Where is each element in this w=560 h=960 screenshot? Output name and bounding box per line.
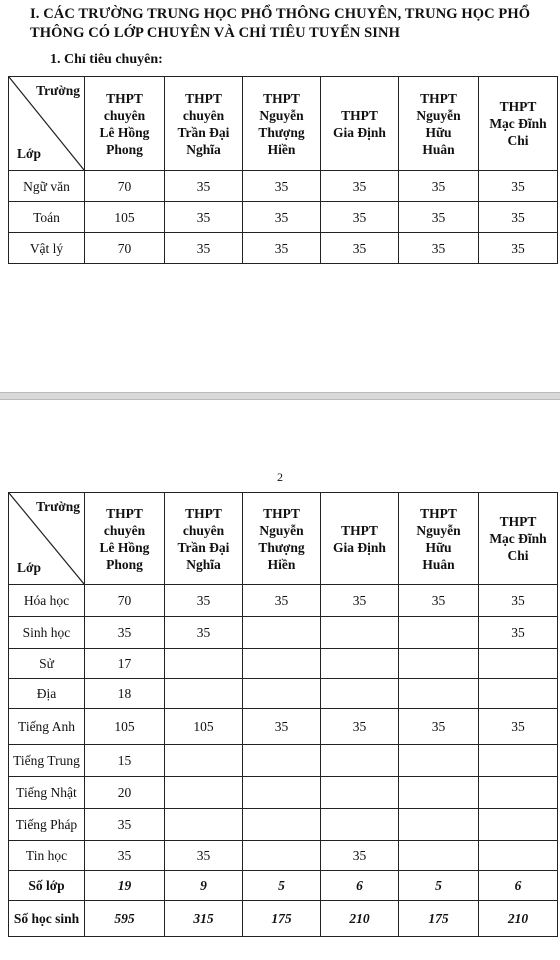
corner-label-school: Trường — [36, 83, 80, 98]
quota-value-cell: 6 — [479, 871, 558, 901]
school-name-line: THPT — [341, 522, 378, 538]
header-row — [9, 493, 558, 585]
quota-value-cell — [243, 777, 321, 809]
school-name-line: THPT — [341, 107, 378, 123]
quota-value-cell: 70 — [85, 171, 165, 202]
quota-value-cell: 35 — [479, 617, 558, 649]
quota-value-cell: 35 — [165, 171, 243, 202]
quota-value-cell — [165, 745, 243, 777]
subject-label-cell: Tin học — [9, 841, 85, 871]
quota-value-cell: 35 — [321, 841, 399, 871]
quota-value-cell — [321, 679, 399, 709]
quota-value-cell: 20 — [85, 777, 165, 809]
quota-value-cell: 105 — [165, 709, 243, 745]
quota-value-cell: 35 — [85, 809, 165, 841]
quota-value-cell — [479, 679, 558, 709]
quota-value-cell — [399, 679, 479, 709]
quota-value-cell: 35 — [165, 233, 243, 264]
quota-value-cell: 35 — [399, 202, 479, 233]
quota-value-cell — [479, 841, 558, 871]
quota-value-cell — [479, 777, 558, 809]
table-row — [9, 649, 558, 679]
school-header-cell — [399, 77, 479, 171]
subject-label-cell: Hóa học — [9, 585, 85, 617]
quota-value-cell — [399, 649, 479, 679]
school-name-line: Huân — [422, 141, 455, 157]
school-name-line: THPT — [185, 90, 222, 106]
document-page-2 — [0, 400, 560, 960]
school-name-line: Trần Đại — [177, 539, 230, 555]
quota-value-cell: 35 — [399, 585, 479, 617]
document-page-1 — [0, 0, 560, 392]
table-row — [9, 171, 558, 202]
table-row — [9, 233, 558, 264]
quota-value-cell: 35 — [399, 233, 479, 264]
school-name-line: THPT — [499, 99, 537, 114]
quota-value-cell: 35 — [243, 202, 321, 233]
table-row — [9, 585, 558, 617]
quota-value-cell: 6 — [321, 871, 399, 901]
school-name-line: Hữu — [425, 124, 452, 140]
school-header-cell — [479, 77, 558, 171]
school-name-line: Mạc Đĩnh — [489, 531, 547, 546]
quota-value-cell: 35 — [321, 171, 399, 202]
school-name-line: THPT — [420, 90, 457, 106]
quota-value-cell: 105 — [85, 709, 165, 745]
subject-label-cell: Địa — [9, 679, 85, 709]
school-name-line: THPT — [106, 90, 143, 106]
quota-value-cell: 35 — [479, 171, 558, 202]
quota-value-cell: 35 — [85, 841, 165, 871]
school-header-cell — [399, 493, 479, 585]
school-name-line: Nguyễn — [416, 107, 461, 123]
corner-label-class: Lớp — [17, 560, 41, 575]
section-heading: I. CÁC TRƯỜNG TRUNG HỌC PHỔ THÔNG CHUYÊN, TRUNG HỌC PHỔ THÔNG CÓ LỚP CHUYÊN VÀ CHỈ TIÊU TUYỂN SINH — [30, 6, 531, 41]
quota-value-cell: 315 — [165, 901, 243, 937]
quota-value-cell: 9 — [165, 871, 243, 901]
school-name-line: chuyên — [103, 522, 146, 538]
table-row — [9, 617, 558, 649]
quota-value-cell — [321, 777, 399, 809]
school-header-cell — [479, 493, 558, 585]
quota-value-cell: 70 — [85, 233, 165, 264]
quota-value-cell — [479, 649, 558, 679]
summary-row — [9, 901, 558, 937]
quota-value-cell — [479, 745, 558, 777]
school-name-line: Phong — [106, 556, 143, 572]
quota-value-cell: 35 — [399, 171, 479, 202]
quota-value-cell: 35 — [243, 709, 321, 745]
quota-value-cell — [479, 809, 558, 841]
subject-label-cell: Số học sinh — [9, 901, 85, 937]
quota-value-cell — [321, 649, 399, 679]
quota-value-cell: 35 — [321, 233, 399, 264]
corner-header-cell — [9, 493, 85, 585]
quota-value-cell: 35 — [243, 171, 321, 202]
corner-label-class: Lớp — [17, 146, 41, 161]
quota-value-cell — [399, 777, 479, 809]
school-name-line: Hữu — [425, 539, 452, 555]
school-name-line: chuyên — [103, 107, 146, 123]
quota-value-cell: 35 — [479, 709, 558, 745]
school-name-line: Nghĩa — [186, 556, 221, 572]
school-name-line: THPT — [263, 90, 300, 106]
quota-value-cell: 595 — [85, 901, 165, 937]
school-name-line: Chi — [507, 548, 529, 563]
subject-label-cell: Vật lý — [9, 233, 85, 264]
quota-value-cell — [243, 649, 321, 679]
quota-value-cell — [165, 649, 243, 679]
quota-value-cell: 35 — [321, 585, 399, 617]
quota-value-cell: 5 — [243, 871, 321, 901]
quota-value-cell: 35 — [321, 202, 399, 233]
quota-value-cell — [399, 745, 479, 777]
quota-value-cell — [321, 617, 399, 649]
quota-value-cell: 17 — [85, 649, 165, 679]
quota-value-cell: 35 — [479, 202, 558, 233]
page-break — [0, 392, 560, 400]
quota-value-cell: 35 — [165, 585, 243, 617]
school-name-line: Nguyễn — [416, 522, 461, 538]
school-name-line: THPT — [499, 514, 537, 529]
quota-value-cell: 35 — [165, 617, 243, 649]
quota-value-cell — [321, 745, 399, 777]
quota-value-cell — [321, 809, 399, 841]
corner-header-cell — [9, 77, 85, 171]
subject-label-cell: Ngữ văn — [9, 171, 85, 202]
subject-label-cell: Sử — [9, 649, 85, 679]
quota-value-cell — [243, 809, 321, 841]
table-row — [9, 777, 558, 809]
school-name-line: Lê Hồng — [99, 539, 150, 555]
quota-value-cell: 35 — [479, 233, 558, 264]
quota-value-cell: 175 — [399, 901, 479, 937]
table-row — [9, 679, 558, 709]
quota-value-cell: 35 — [243, 233, 321, 264]
quota-value-cell: 15 — [85, 745, 165, 777]
school-name-line: Hiền — [267, 141, 296, 157]
subject-label-cell: Tiếng Anh — [9, 709, 85, 745]
school-name-line: THPT — [420, 505, 457, 521]
quota-value-cell: 70 — [85, 585, 165, 617]
subject-label-cell: Tiếng Nhật — [9, 777, 85, 809]
quota-value-cell: 210 — [479, 901, 558, 937]
school-name-line: Phong — [106, 141, 143, 157]
school-header-cell — [85, 77, 165, 171]
school-header-cell — [243, 493, 321, 585]
header-row — [9, 77, 558, 171]
school-name-line: Huân — [422, 556, 455, 572]
school-header-cell — [165, 493, 243, 585]
quota-table-1 — [8, 76, 558, 264]
table-row — [9, 709, 558, 745]
school-name-line: Lê Hồng — [99, 124, 150, 140]
summary-row — [9, 871, 558, 901]
quota-value-cell: 35 — [165, 202, 243, 233]
corner-label-school: Trường — [36, 499, 80, 514]
quota-value-cell — [243, 841, 321, 871]
quota-value-cell: 210 — [321, 901, 399, 937]
quota-value-cell — [399, 841, 479, 871]
school-name-line: chuyên — [182, 107, 225, 123]
school-name-line: chuyên — [182, 522, 225, 538]
quota-value-cell: 35 — [165, 841, 243, 871]
table-row — [9, 841, 558, 871]
quota-value-cell — [243, 679, 321, 709]
table-row — [9, 202, 558, 233]
school-name-line: Nghĩa — [186, 141, 221, 157]
quota-value-cell — [165, 679, 243, 709]
quota-value-cell: 105 — [85, 202, 165, 233]
quota-value-cell: 175 — [243, 901, 321, 937]
quota-value-cell — [165, 809, 243, 841]
school-header-cell — [321, 493, 399, 585]
school-name-line: THPT — [263, 505, 300, 521]
quota-value-cell: 35 — [243, 585, 321, 617]
school-name-line: Thượng — [258, 539, 305, 555]
school-name-line: Gia Định — [333, 539, 386, 555]
quota-value-cell — [165, 777, 243, 809]
school-name-line: Trần Đại — [177, 124, 230, 140]
school-name-line: Hiền — [267, 556, 296, 572]
quota-value-cell — [243, 617, 321, 649]
quota-value-cell: 18 — [85, 679, 165, 709]
school-name-line: Nguyễn — [259, 107, 304, 123]
subject-label-cell: Toán — [9, 202, 85, 233]
school-name-line: THPT — [106, 505, 143, 521]
subject-label-cell: Số lớp — [9, 871, 85, 901]
quota-value-cell: 35 — [399, 709, 479, 745]
quota-value-cell — [243, 745, 321, 777]
table-row — [9, 745, 558, 777]
quota-value-cell — [399, 809, 479, 841]
quota-value-cell: 35 — [85, 617, 165, 649]
quota-value-cell — [399, 617, 479, 649]
quota-value-cell: 35 — [479, 585, 558, 617]
quota-table-2 — [8, 492, 558, 937]
subject-label-cell: Tiếng Pháp — [9, 809, 85, 841]
school-header-cell — [165, 77, 243, 171]
school-name-line: Nguyễn — [259, 522, 304, 538]
school-name-line: Thượng — [258, 124, 305, 140]
quota-value-cell: 19 — [85, 871, 165, 901]
subsection-heading: 1. Chỉ tiêu chuyên: — [50, 52, 163, 67]
school-name-line: Mạc Đĩnh — [489, 116, 547, 131]
table-row — [9, 809, 558, 841]
page-number: 2 — [277, 470, 283, 484]
school-header-cell — [85, 493, 165, 585]
school-name-line: Gia Định — [333, 124, 386, 140]
quota-value-cell: 35 — [321, 709, 399, 745]
school-name-line: THPT — [185, 505, 222, 521]
school-header-cell — [321, 77, 399, 171]
subject-label-cell: Sinh học — [9, 617, 85, 649]
subject-label-cell: Tiếng Trung — [9, 745, 85, 777]
school-name-line: Chi — [507, 133, 529, 148]
school-header-cell — [243, 77, 321, 171]
quota-value-cell: 5 — [399, 871, 479, 901]
